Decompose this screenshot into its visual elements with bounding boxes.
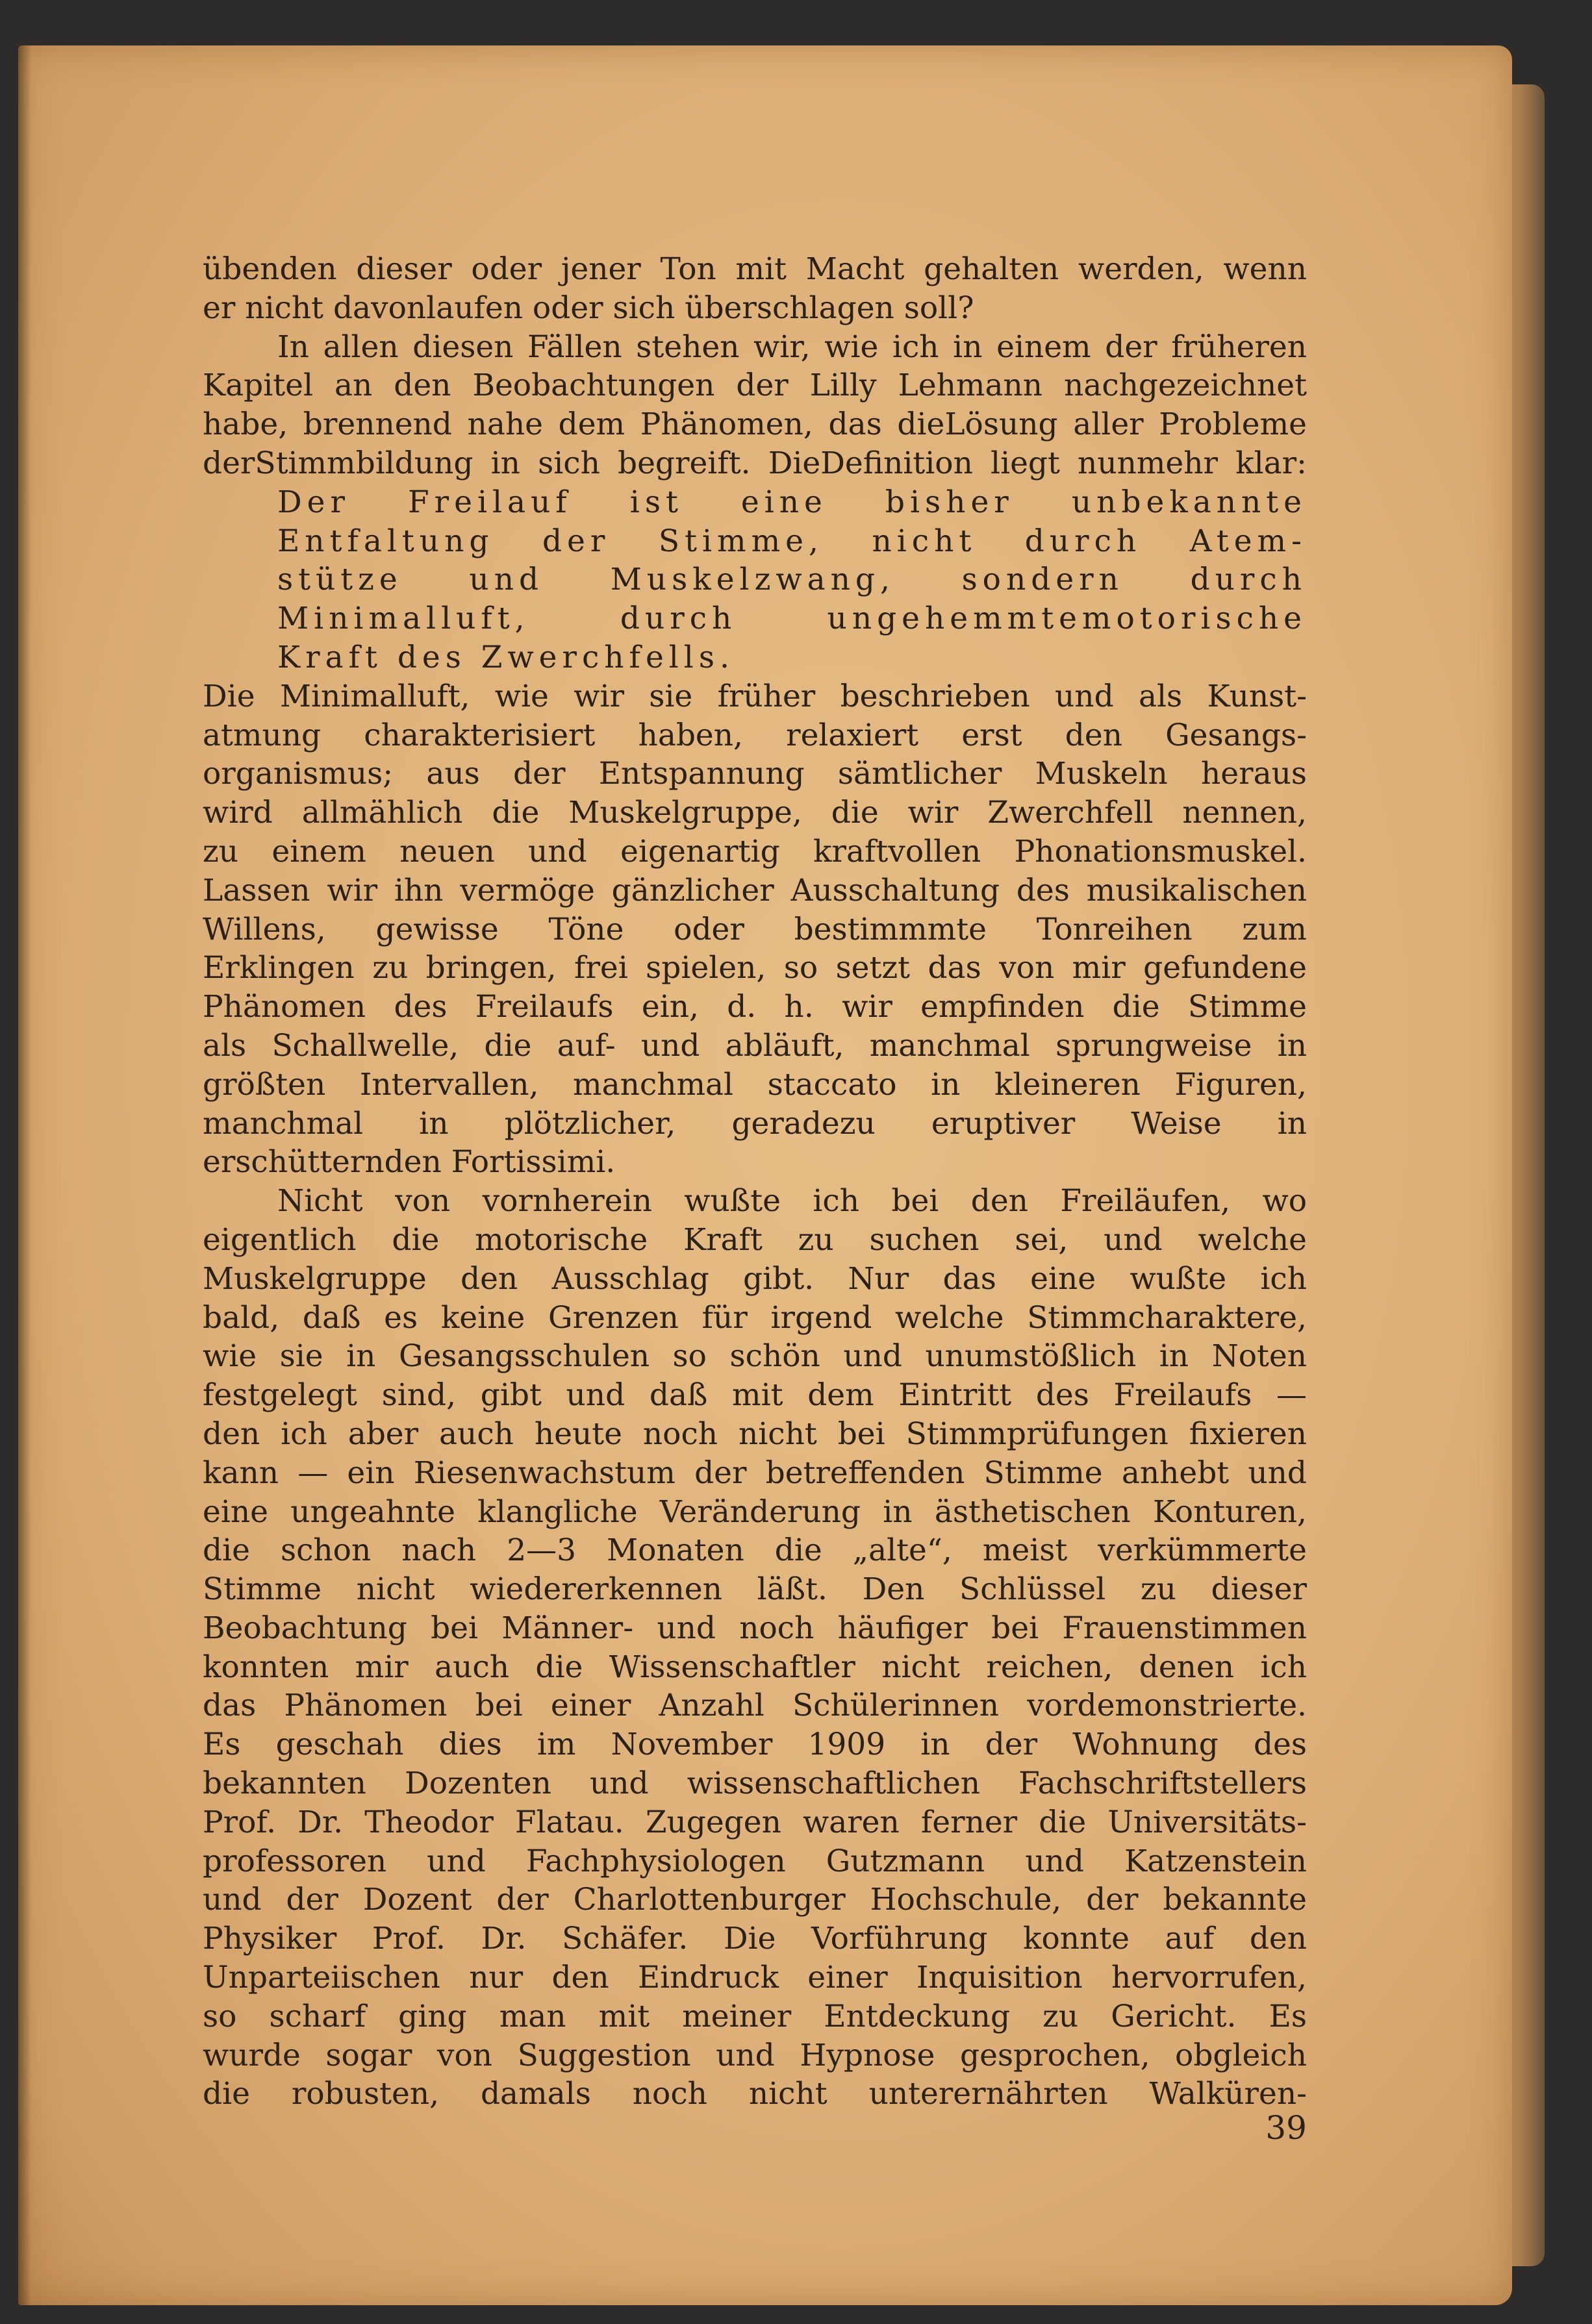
text-line: atmung charakterisiert haben, relaxiert erst den Gesangs- [203,717,1307,753]
text-line: Es geschah dies im November 1909 in der Wohnung des [203,1727,1307,1763]
text-line: so scharf ging man mit meiner Entdeckung zu Gericht. Es [203,1998,1307,2034]
text-line: konnten mir auch die Wissenschaftler nicht reichen, denen ich [203,1649,1307,1685]
text-line: derStimmbildung in sich begreift. DieDefinition liegt nunmehr klar: [203,445,1307,481]
text-line: Kapitel an den Beobachtungen der Lilly Lehmann nachgezeichnet [203,368,1307,404]
text-line: die robusten, damals noch nicht unterernährten Walküren- [203,2076,1307,2112]
text-line: Nicht von vornherein wußte ich bei den Freiläufen, wo [277,1183,1307,1219]
binding-gutter [18,45,31,2305]
text-line: Physiker Prof. Dr. Schäfer. Die Vorführung konnte auf den [203,1921,1307,1957]
text-line: zu einem neuen und eigenartig kraftvollen Phonationsmuskel. [203,833,1307,869]
text-line: wurde sogar von Suggestion und Hypnose gesprochen, obgleich [203,2037,1307,2073]
definition-line: Der Freilauf ist eine bisher unbekannte [277,484,1307,520]
text-line: Muskelgruppe den Ausschlag gibt. Nur das eine wußte ich [203,1260,1307,1297]
text-line: festgelegt sind, gibt und daß mit dem Eintritt des Freilaufs — [203,1377,1307,1414]
text-line: professoren und Fachphysiologen Gutzmann und Katzenstein [203,1843,1307,1879]
body-text [203,250,1307,2114]
text-line: manchmal in plötzlicher, geradezu eruptiver Weise in [203,1105,1307,1142]
text-line: Beobachtung bei Männer- und noch häufiger bei Frauenstimmen [203,1610,1307,1646]
text-line: bald, daß es keine Grenzen für irgend welche Stimmcharaktere, [203,1299,1307,1336]
text-line: er nicht davonlaufen oder sich überschlagen soll? [203,290,974,326]
text-line: erschütternden Fortissimi. [203,1144,616,1181]
text-line: organismus; aus der Entspannung sämtlicher Muskeln heraus [203,756,1307,792]
text-line: und der Dozent der Charlottenburger Hochschule, der bekannte [203,1882,1307,1918]
text-line: kann — ein Riesenwachstum der betreffenden Stimme anhebt und [203,1455,1307,1491]
text-line: den ich aber auch heute noch nicht bei Stimmprüfungen fixieren [203,1416,1307,1452]
text-line: Die Minimalluft, wie wir sie früher beschrieben und als Kunst- [203,678,1307,714]
text-line: die schon nach 2—3 Monaten die „alte“, meist verkümmerte [203,1532,1307,1569]
page-number: 39 [1265,2109,1307,2147]
definition-line: Minimalluft, durch ungehemmtemotorische [277,601,1307,637]
text-line: Willens, gewisse Töne oder bestimmmte Tonreihen zum [203,911,1307,947]
text-line: größten Intervallen, manchmal staccato in kleineren Figuren, [203,1066,1307,1103]
definition-line: Entfaltung der Stimme, nicht durch Atem- [277,523,1307,559]
text-line: Phänomen des Freilaufs ein, d. h. wir empfinden die Stimme [203,989,1307,1025]
text-line: eigentlich die motorische Kraft zu suchen sei, und welche [203,1221,1307,1258]
text-line: Erklingen zu bringen, frei spielen, so setzt das von mir gefundene [203,950,1307,986]
text-line: Prof. Dr. Theodor Flatau. Zugegen waren ferner die Universitäts- [203,1804,1307,1840]
text-line: Stimme nicht wiedererkennen läßt. Den Schlüssel zu dieser [203,1571,1307,1608]
text-line: habe, brennend nahe dem Phänomen, das dieLösung aller Probleme [203,406,1307,443]
text-line: wie sie in Gesangsschulen so schön und unumstößlich in Noten [203,1338,1307,1375]
text-line: Lassen wir ihn vermöge gänzlicher Ausschaltung des musikalischen [203,872,1307,908]
text-line: das Phänomen bei einer Anzahl Schülerinnen vordemonstrierte. [203,1688,1307,1724]
text-line: übenden dieser oder jener Ton mit Macht gehalten werden, wenn [203,251,1307,287]
text-line: In allen diesen Fällen stehen wir, wie ich in einem der früheren [277,329,1307,365]
text-line: eine ungeahnte klangliche Veränderung in ästhetischen Konturen, [203,1493,1307,1530]
definition-line: stütze und Muskelzwang, sondern durch [277,562,1307,598]
text-line: Unparteiischen nur den Eindruck einer Inquisition hervorrufen, [203,1960,1307,1996]
text-line: als Schallwelle, die auf- und abläuft, manchmal sprungweise in [203,1027,1307,1064]
text-line: bekannten Dozenten und wissenschaftlichen Fachschriftstellers [203,1766,1307,1802]
definition-line: Kraft des Zwerchfells. [277,639,735,675]
text-line: wird allmählich die Muskelgruppe, die wir Zwerchfell nennen, [203,795,1307,831]
